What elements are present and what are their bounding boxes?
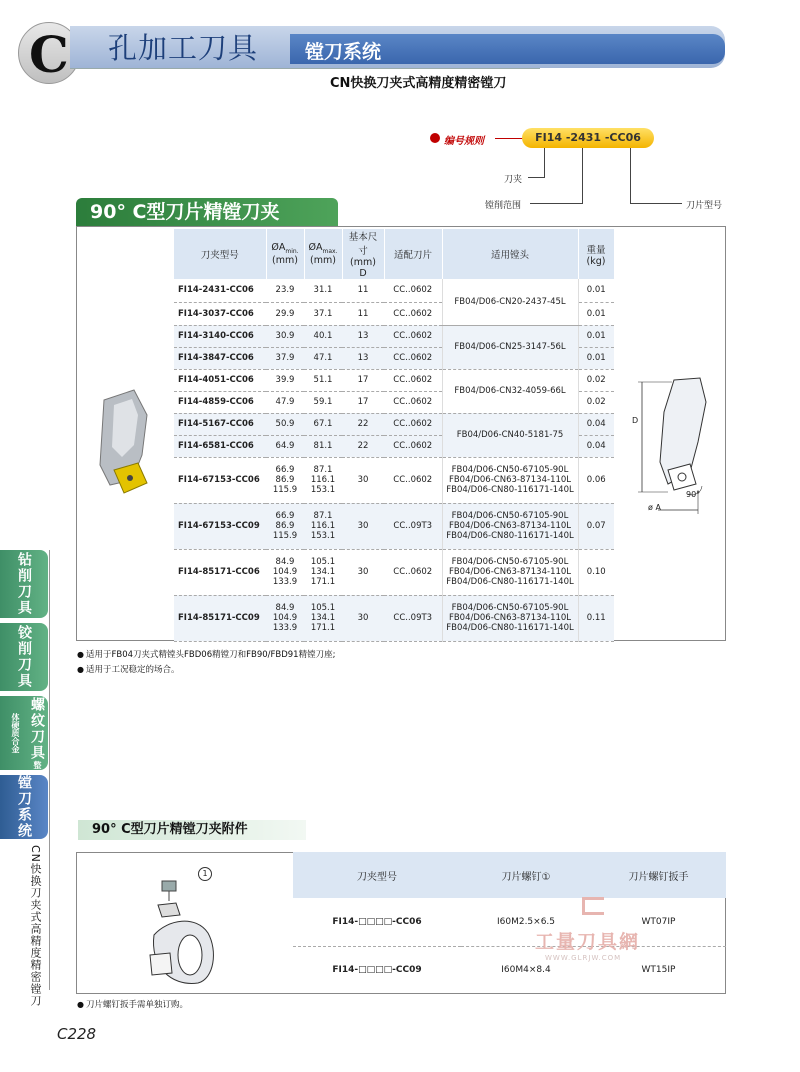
cell-amin: 84.9 104.9 133.9 bbox=[266, 595, 304, 641]
side-description: CN快换刀夹式高精度精密镗刀 bbox=[29, 845, 42, 1007]
code-part-range: 镗削范围 bbox=[485, 201, 522, 211]
leader-line-holder-h bbox=[528, 177, 544, 178]
col-header-holder-model: 刀夹型号 bbox=[293, 852, 461, 898]
product-line-title: CN快换刀夹式高精度精密镗刀 bbox=[330, 76, 507, 91]
cell-amax: 37.1 bbox=[304, 302, 342, 325]
cell-boring-head: FB04/D06-CN40-5181-75 bbox=[442, 413, 578, 457]
cell-amin: 47.9 bbox=[266, 391, 304, 413]
side-tab-drilling[interactable]: 钻削刀具 bbox=[0, 550, 48, 618]
cell-weight: 0.02 bbox=[578, 391, 614, 413]
cell-boring-head: FB04/D06-CN50-67105-90L FB04/D06-CN63-87134-110L FB04/D06-CN80-116171-140L bbox=[442, 549, 578, 595]
cell-weight: 0.11 bbox=[578, 595, 614, 641]
cell-amax: 105.1 134.1 171.1 bbox=[304, 595, 342, 641]
cell-weight: 0.02 bbox=[578, 369, 614, 391]
cell-insert: CC..0602 bbox=[384, 347, 442, 369]
cell-amax: 87.1 116.1 153.1 bbox=[304, 503, 342, 549]
page-subtitle: 镗刀系统 bbox=[305, 41, 382, 63]
cell-insert: CC..0602 bbox=[384, 549, 442, 595]
cell-d: 30 bbox=[342, 457, 384, 503]
cell-holder-model: FI14-□□□□-CC09 bbox=[332, 965, 422, 976]
side-divider bbox=[49, 550, 50, 990]
holder-illustration bbox=[92, 385, 162, 500]
cell-d: 30 bbox=[342, 503, 384, 549]
cell-weight: 0.01 bbox=[578, 279, 614, 302]
cell-amin: 84.9 104.9 133.9 bbox=[266, 549, 304, 595]
cell-boring-head: FB04/D06-CN50-67105-90L FB04/D06-CN63-87134-110L FB04/D06-CN80-116171-140L bbox=[442, 503, 578, 549]
leader-line-insert bbox=[630, 148, 631, 204]
cell-model: FI14-3140-CC06 bbox=[174, 325, 266, 347]
cell-d: 17 bbox=[342, 391, 384, 413]
section-title-holders: 90° C型刀片精镗刀夹 bbox=[76, 198, 338, 226]
cell-amax: 31.1 bbox=[304, 279, 342, 302]
cell-insert: CC..0602 bbox=[384, 391, 442, 413]
cell-amax: 59.1 bbox=[304, 391, 342, 413]
cell-amax: 67.1 bbox=[304, 413, 342, 435]
cell-insert: CC..0602 bbox=[384, 457, 442, 503]
cell-weight: 0.06 bbox=[578, 457, 614, 503]
cell-boring-head: FB04/D06-CN32-4059-66L bbox=[442, 369, 578, 413]
cell-amin: 50.9 bbox=[266, 413, 304, 435]
code-rule-dot-icon bbox=[430, 133, 440, 143]
cell-insert: CC..0602 bbox=[384, 435, 442, 457]
col-header-amin: $ØA_{min.}$ (mm) bbox=[266, 229, 304, 279]
cell-weight: 0.01 bbox=[578, 302, 614, 325]
cell-d: 30 bbox=[342, 595, 384, 641]
note-2: ● 适用于工况稳定的场合。 bbox=[77, 663, 180, 675]
cell-screw-wrench: WT15IP bbox=[641, 965, 676, 976]
cell-insert: CC..0602 bbox=[384, 369, 442, 391]
cell-insert: CC..09T3 bbox=[384, 595, 442, 641]
cell-holder-model: FI14-□□□□-CC06 bbox=[293, 898, 461, 946]
code-rule-label: 编号规则 bbox=[444, 136, 484, 147]
cell-model: FI14-4051-CC06 bbox=[174, 369, 266, 391]
holder-technical-drawing bbox=[628, 372, 724, 520]
side-tab-threading[interactable] bbox=[0, 696, 48, 770]
cell-model: FI14-67153-CC06 bbox=[174, 457, 266, 503]
cell-weight: 0.04 bbox=[578, 413, 614, 435]
callout-screw: 1 bbox=[198, 867, 212, 881]
cell-d: 11 bbox=[342, 279, 384, 302]
cell-boring-head: FB04/D06-CN50-67105-90L FB04/D06-CN63-87134-110L FB04/D06-CN80-116171-140L bbox=[442, 457, 578, 503]
cell-insert-screw: I60M2.5×6.5 bbox=[461, 898, 591, 946]
cell-boring-head: FB04/D06-CN20-2437-45L bbox=[442, 279, 578, 325]
header-divider bbox=[70, 68, 540, 69]
cell-model: FI14-3847-CC06 bbox=[174, 347, 266, 369]
cell-model: FI14-6581-CC06 bbox=[174, 435, 266, 457]
leader-line-holder bbox=[544, 148, 545, 178]
accessories-table bbox=[293, 852, 726, 994]
cell-d: 22 bbox=[342, 435, 384, 457]
cell-amax: 51.1 bbox=[304, 369, 342, 391]
cell-model: FI14-85171-CC06 bbox=[174, 549, 266, 595]
code-rule-example: FI14 -2431 -CC06 bbox=[522, 128, 654, 148]
col-header-basic-size: 基本尺寸 (mm) D bbox=[342, 229, 384, 279]
cell-amax: 81.1 bbox=[304, 435, 342, 457]
holders-spec-table bbox=[174, 229, 615, 642]
accessory-note: ● 刀片螺钉扳手需单独订购。 bbox=[77, 998, 188, 1010]
cell-amax: 105.1 134.1 171.1 bbox=[304, 549, 342, 595]
cell-model: FI14-5167-CC06 bbox=[174, 413, 266, 435]
cell-model: FI14-4859-CC06 bbox=[174, 391, 266, 413]
note-1: ● 适用于FB04刀夹式精镗头FBD06精镗刀和FB90/FBD91精镗刀座; bbox=[77, 648, 335, 660]
code-part-holder: 刀夹 bbox=[504, 175, 523, 185]
cell-amin: 66.9 86.9 115.9 bbox=[266, 503, 304, 549]
accessory-illustration bbox=[140, 875, 220, 993]
cell-insert: CC..09T3 bbox=[384, 503, 442, 549]
side-tab-threading-extra: 整体硬质合金 bbox=[11, 713, 42, 769]
cell-amax: 87.1 116.1 153.1 bbox=[304, 457, 342, 503]
cell-model: FI14-67153-CC09 bbox=[174, 503, 266, 549]
cell-weight: 0.04 bbox=[578, 435, 614, 457]
drawing-label-angle: 90° bbox=[686, 490, 701, 499]
leader-line-insert-h bbox=[630, 203, 682, 204]
cell-amin: 64.9 bbox=[266, 435, 304, 457]
cell-d: 13 bbox=[342, 347, 384, 369]
code-part-insert: 刀片型号 bbox=[686, 201, 723, 211]
cell-amin: 37.9 bbox=[266, 347, 304, 369]
col-header-weight: 重量 (kg) bbox=[578, 229, 614, 279]
cell-amax: 47.1 bbox=[304, 347, 342, 369]
cell-boring-head: FB04/D06-CN50-67105-90L FB04/D06-CN63-87134-110L FB04/D06-CN80-116171-140L bbox=[442, 595, 578, 641]
drawing-label-a: ø A bbox=[648, 503, 661, 512]
col-header-insert: 适配刀片 bbox=[384, 229, 442, 279]
drawing-label-d: D bbox=[632, 416, 639, 425]
cell-d: 17 bbox=[342, 369, 384, 391]
col-header-insert-screw: 刀片螺钉① bbox=[461, 852, 591, 898]
cell-weight: 0.01 bbox=[578, 325, 614, 347]
cell-amin: 66.9 86.9 115.9 bbox=[266, 457, 304, 503]
watermark-text: 工量刀具網 bbox=[535, 931, 641, 953]
cell-d: 22 bbox=[342, 413, 384, 435]
col-header-model: 刀夹型号 bbox=[174, 229, 266, 279]
cell-model: FI14-3037-CC06 bbox=[174, 302, 266, 325]
cell-d: 11 bbox=[342, 302, 384, 325]
cell-amax: 40.1 bbox=[304, 325, 342, 347]
cell-amin: 30.9 bbox=[266, 325, 304, 347]
cell-insert: CC..0602 bbox=[384, 325, 442, 347]
cell-insert: CC..0602 bbox=[384, 302, 442, 325]
col-header-amax: $ØA_{max.}$ (mm) bbox=[304, 229, 342, 279]
cell-insert-screw: I60M4×8.4 bbox=[501, 965, 551, 976]
side-tab-reaming[interactable]: 铰削刀具 bbox=[0, 623, 48, 691]
page-number: C228 bbox=[57, 1025, 97, 1043]
leader-line-range-h bbox=[530, 203, 582, 204]
leader-line-range bbox=[582, 148, 583, 204]
cell-insert: CC..0602 bbox=[384, 279, 442, 302]
code-rule-arrow bbox=[495, 138, 523, 139]
col-header-boring-head: 适用镗头 bbox=[442, 229, 578, 279]
cell-model: FI14-85171-CC09 bbox=[174, 595, 266, 641]
section-title-accessories: 90° C型刀片精镗刀夹附件 bbox=[78, 820, 306, 840]
cell-weight: 0.01 bbox=[578, 347, 614, 369]
watermark-logo bbox=[582, 897, 604, 915]
cell-d: 30 bbox=[342, 549, 384, 595]
cell-weight: 0.07 bbox=[578, 503, 614, 549]
col-header-screw-wrench: 刀片螺钉扳手 bbox=[591, 852, 726, 898]
watermark-url: WWW.GLRJW.COM bbox=[545, 954, 622, 962]
cell-model: FI14-2431-CC06 bbox=[174, 279, 266, 302]
cell-amin: 23.9 bbox=[266, 279, 304, 302]
side-tab-boring-system[interactable]: 镗刀系统 bbox=[0, 775, 48, 839]
cell-d: 13 bbox=[342, 325, 384, 347]
cell-boring-head: FB04/D06-CN25-3147-56L bbox=[442, 325, 578, 369]
cell-amin: 29.9 bbox=[266, 302, 304, 325]
side-tab-threading-label: 螺纹刀具 bbox=[29, 697, 45, 761]
cell-screw-wrench: WT07IP bbox=[591, 898, 726, 946]
page-title: 孔加工刀具 bbox=[108, 31, 259, 65]
cell-insert: CC..0602 bbox=[384, 413, 442, 435]
cell-amin: 39.9 bbox=[266, 369, 304, 391]
cell-weight: 0.10 bbox=[578, 549, 614, 595]
chapter-letter: C bbox=[29, 25, 69, 84]
